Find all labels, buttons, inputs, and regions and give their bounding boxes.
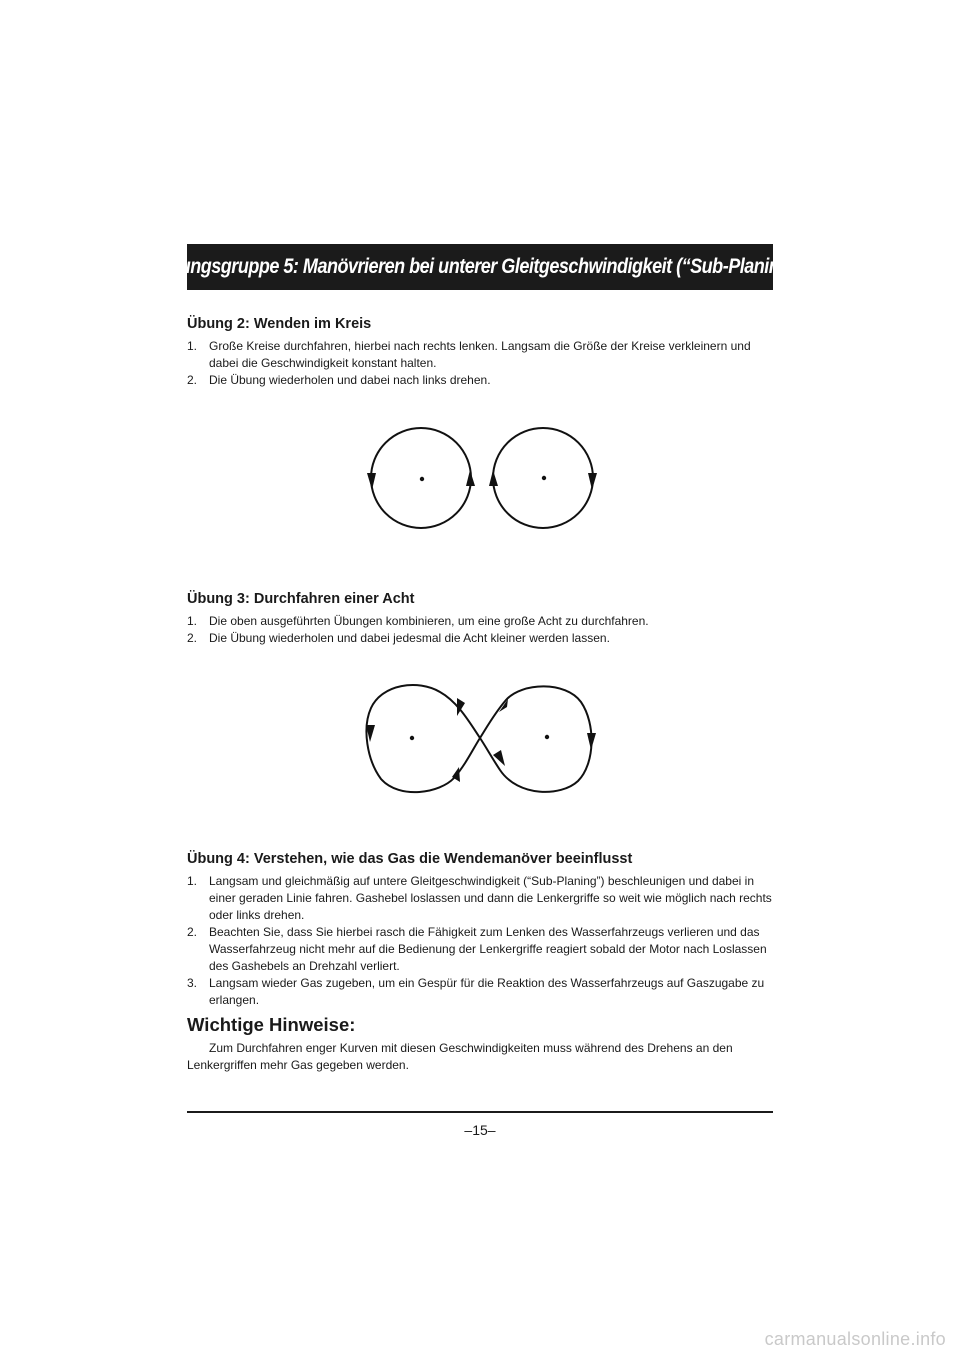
exercise-3-section <box>187 591 773 647</box>
left-loop-center-dot <box>410 736 414 740</box>
list-item: 1. Langsam und gleichmäßig auf untere Gleitgeschwindigkeit (“Sub-Planing”) beschleunigen und dabei in einer geraden Linie fahren. Gashebel loslassen und dann die Lenkergriffe so weit wie möglich nach rechts oder links drehen. <box>187 874 772 922</box>
notes-section <box>187 1014 773 1074</box>
figure-eight-diagram <box>0 676 960 802</box>
list-item: 1. Die oben ausgeführten Übungen kombinieren, um eine große Acht zu durchfahren. <box>187 614 649 628</box>
arrow-icon <box>588 473 597 490</box>
exercise-2-steps <box>187 338 773 389</box>
arrow-icon <box>587 733 596 750</box>
footer-divider <box>187 1111 773 1113</box>
notes-text: Zum Durchfahren enger Kurven mit diesen Geschwindigkeiten muss während des Drehens an den Lenkergriffen mehr Gas gegeben werden. <box>187 1041 733 1072</box>
list-item: 3. Langsam wieder Gas zugeben, um ein Gespür für die Reaktion des Wasserfahrzeugs auf Gaszugabe zu erlangen. <box>187 976 765 1007</box>
right-circle-center-dot <box>542 476 546 480</box>
page-number: –15– <box>464 1122 496 1138</box>
list-item: 2. Die Übung wiederholen und dabei nach links drehen. <box>187 373 491 387</box>
right-loop-center-dot <box>545 735 549 739</box>
exercise-4-section <box>187 851 773 1009</box>
left-circle-center-dot <box>420 477 424 481</box>
notes-heading: Wichtige Hinweise: <box>187 1014 356 1035</box>
figure-eight-path <box>366 685 591 792</box>
exercise-2-section <box>187 316 773 389</box>
exercise-4-steps <box>187 873 773 1009</box>
watermark: carmanualsonline.info <box>764 1329 946 1349</box>
exercise-3-steps <box>187 613 773 647</box>
arrow-icon <box>466 470 475 486</box>
circles-diagram <box>0 420 960 535</box>
exercise-3-heading: Übung 3: Durchfahren einer Acht <box>187 591 415 607</box>
section-banner <box>156 244 804 290</box>
arrow-icon <box>367 473 376 490</box>
exercise-2-heading: Übung 2: Wenden im Kreis <box>187 316 372 332</box>
banner-title: Übungsgruppe 5: Manövrieren bei unterer Gleitgeschwindigkeit (“Sub-Planing”) <box>156 255 804 278</box>
list-item: 2. Beachten Sie, dass Sie hierbei rasch die Fähigkeit zum Lenken des Wasserfahrzeugs verlieren und das Wasserfahrzeug nicht mehr auf die Bedienung der Lenkergriffe reagiert sobald der Motor nach Loslassen des Gashebels an Drehzahl verliert. <box>187 925 767 973</box>
list-item: 2. Die Übung wiederholen und dabei jedesmal die Acht kleiner werden lassen. <box>187 631 610 645</box>
exercise-4-heading: Übung 4: Verstehen, wie das Gas die Wendemanöver beeinflusst <box>187 851 633 867</box>
arrow-icon <box>489 470 498 486</box>
list-item: 1. Große Kreise durchfahren, hierbei nach rechts lenken. Langsam die Größe der Kreise verkleinern und dabei die Geschwindigkeit konstant halten. <box>187 339 751 370</box>
